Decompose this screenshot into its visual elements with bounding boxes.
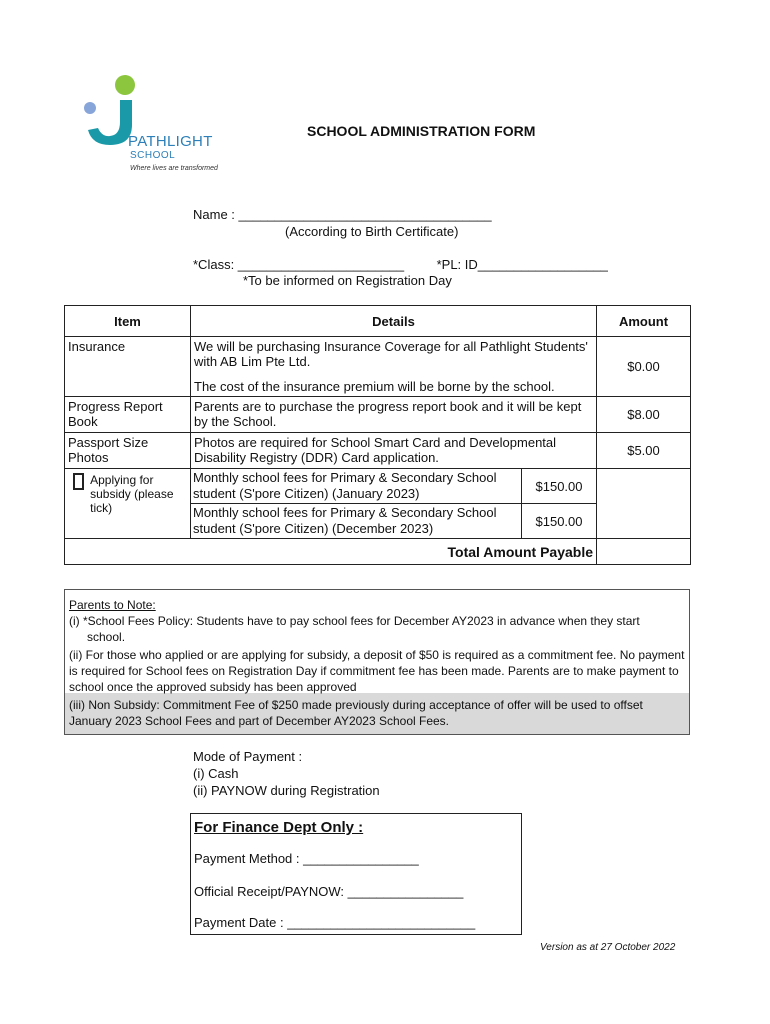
- header-details: Details: [191, 306, 597, 337]
- receipt-field[interactable]: Official Receipt/PAYNOW: ________________: [194, 884, 464, 899]
- note-3: (iii) Non Subsidy: Commitment Fee of $250 made previously during acceptance of offer will be used to offset January 2023 School Fees and part of December AY2023 School Fees.: [69, 698, 643, 728]
- table-row: [65, 433, 691, 469]
- name-field[interactable]: Name : ___________________________________: [193, 207, 492, 222]
- amount-december: $150.00: [535, 513, 583, 529]
- payment-option-paynow: (ii) PAYNOW during Registration: [193, 783, 380, 798]
- class-field[interactable]: *Class: _______________________ *PL: ID__________________: [193, 257, 608, 272]
- note-1a: (i) *School Fees Policy: Students have to pay school fees for December AY2023 in advance when they start: [69, 614, 640, 628]
- detail-insurance: [191, 337, 597, 397]
- subsidy-checkbox[interactable]: [73, 473, 84, 490]
- total-label: Total Amount Payable: [65, 539, 597, 565]
- item-progress: Progress Report Book: [65, 397, 191, 433]
- fee-january: Monthly school fees for Primary & Secondary School student (S'pore Citizen) (January 2023): [191, 469, 522, 504]
- table-row: [65, 469, 691, 539]
- payment-method-field[interactable]: Payment Method : ________________: [194, 851, 419, 866]
- payment-option-cash: (i) Cash: [193, 766, 239, 781]
- amount-subsidy: [597, 469, 691, 539]
- notes-heading: Parents to Note:: [69, 598, 156, 612]
- header-amount: Amount: [597, 306, 691, 337]
- note-2: (ii) For those who applied or are applying for subsidy, a deposit of $50 is required as a commitment fee. No payment is required for School fees on Registration Day if commitment fee has been made. Parents are to make payment to school once the approved subsidy has been approved: [69, 648, 685, 694]
- amount-progress: $8.00: [597, 397, 691, 433]
- fees-table: [64, 305, 691, 565]
- logo-tagline: Where lives are transformed: [130, 165, 218, 172]
- table-row: [65, 397, 691, 433]
- pathlight-logo: [78, 70, 228, 180]
- total-row: [65, 539, 691, 565]
- name-note: (According to Birth Certificate): [285, 224, 459, 239]
- header-item: Item: [65, 306, 191, 337]
- payment-heading: Mode of Payment :: [193, 749, 303, 764]
- detail-progress: Parents are to purchase the progress report book and it will be kept by the School.: [191, 397, 597, 433]
- amount-passport: $5.00: [597, 433, 691, 469]
- logo-name: PATHLIGHT: [128, 133, 213, 150]
- finance-heading: For Finance Dept Only :: [194, 819, 364, 836]
- table-row: [65, 337, 691, 397]
- amount-insurance: $0.00: [597, 337, 691, 397]
- detail-passport: Photos are required for School Smart Card and Developmental Disability Registry (DDR) Card application.: [191, 433, 597, 469]
- payment-date-field[interactable]: Payment Date : __________________________: [194, 915, 476, 930]
- class-note: *To be informed on Registration Day: [243, 273, 452, 288]
- item-subsidy: [65, 469, 191, 539]
- item-insurance: Insurance: [65, 337, 191, 397]
- fee-december: Monthly school fees for Primary & Secondary School student (S'pore Citizen) (December 2023): [191, 504, 522, 539]
- note-1b: school.: [87, 630, 126, 644]
- amount-january: $150.00: [522, 469, 597, 504]
- subsidy-label: Applying for subsidy (please tick): [90, 473, 174, 515]
- parents-notes: [64, 589, 690, 735]
- detail-insurance-2: The cost of the insurance premium will be borne by the school.: [194, 379, 555, 394]
- item-passport: Passport Size Photos: [65, 433, 191, 469]
- table-header-row: [65, 306, 691, 337]
- detail-insurance-1: We will be purchasing Insurance Coverage for all Pathlight Students' with AB Lim Pte Ltd.: [194, 339, 588, 369]
- finance-box: [190, 813, 522, 935]
- detail-subsidy: [191, 469, 597, 539]
- logo-sub: SCHOOL: [130, 150, 176, 161]
- version-note: Version as at 27 October 2022: [540, 942, 676, 953]
- form-title: SCHOOL ADMINISTRATION FORM: [307, 123, 536, 139]
- total-amount[interactable]: [597, 539, 691, 565]
